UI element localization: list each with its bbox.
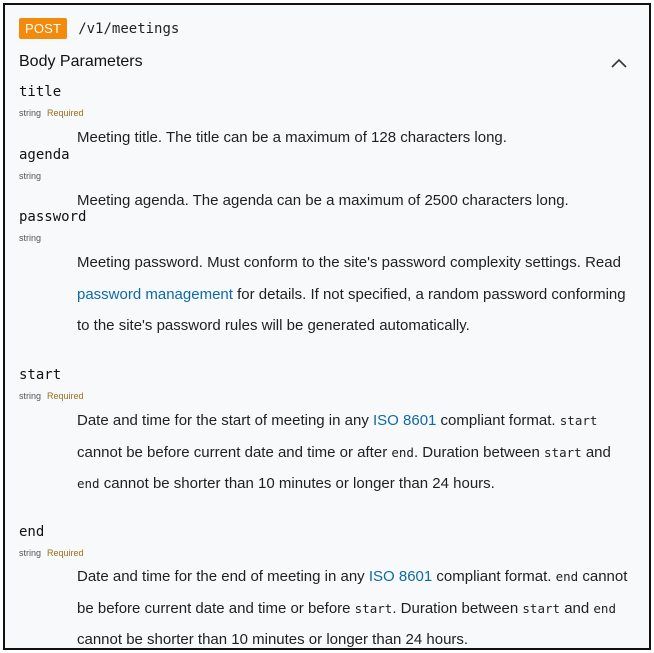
description-text: cannot be shorter than 10 minutes or longer than 24 hours. bbox=[77, 631, 469, 648]
param-description bbox=[77, 405, 637, 500]
description-text: Date and time for the end of meeting in any bbox=[77, 568, 369, 585]
param-name: start bbox=[19, 367, 62, 383]
http-method-badge: POST bbox=[19, 18, 67, 39]
required-badge: Required bbox=[47, 548, 84, 558]
param-type: string bbox=[19, 233, 42, 243]
endpoint-header bbox=[19, 18, 179, 39]
param-description bbox=[77, 247, 637, 342]
required-badge: Required bbox=[47, 391, 84, 401]
param-name: end bbox=[19, 524, 45, 540]
param-end bbox=[19, 523, 84, 559]
inline-code: start bbox=[354, 600, 393, 616]
iso-8601-link[interactable]: ISO 8601 bbox=[368, 568, 433, 585]
inline-code: end bbox=[77, 476, 100, 491]
inline-code: end bbox=[593, 600, 616, 616]
inline-code: start bbox=[559, 413, 598, 428]
param-title bbox=[19, 83, 84, 119]
description-text: for details. If not specified, a random password conforming to the site's password rules will be generated automatically. bbox=[77, 285, 626, 334]
param-description: Meeting title. The title can be a maximum of 128 characters long. bbox=[77, 129, 507, 146]
description-text: cannot be shorter than 10 minutes or longer than 24 hours. bbox=[99, 475, 495, 492]
section-title: Body Parameters bbox=[19, 53, 143, 70]
description-text: Date and time for the start of meeting in any bbox=[77, 412, 373, 429]
description-text: and bbox=[581, 443, 611, 461]
param-name: password bbox=[19, 209, 87, 225]
inline-code: start bbox=[544, 444, 582, 460]
description-text: and bbox=[560, 599, 594, 617]
description-text: . Duration between bbox=[392, 599, 523, 617]
iso-8601-link[interactable]: ISO 8601 bbox=[373, 412, 437, 429]
param-type: string bbox=[19, 171, 42, 181]
param-description: Meeting agenda. The agenda can be a maximum of 2500 characters long. bbox=[77, 192, 569, 209]
description-text: cannot be before current date and time or after bbox=[77, 443, 392, 461]
required-badge: Required bbox=[47, 108, 84, 118]
param-agenda bbox=[19, 146, 70, 182]
param-meta bbox=[19, 390, 84, 402]
description-text: Meeting password. Must conform to the site's password complexity settings. Read bbox=[77, 254, 621, 271]
param-meta bbox=[19, 170, 70, 182]
param-start bbox=[19, 366, 84, 402]
description-text: compliant format. bbox=[436, 412, 560, 429]
param-meta bbox=[19, 547, 84, 559]
param-name: agenda bbox=[19, 147, 70, 163]
param-description bbox=[77, 561, 637, 650]
password-management-link[interactable]: password management bbox=[77, 285, 233, 303]
api-reference-panel bbox=[3, 3, 651, 650]
param-meta bbox=[19, 232, 86, 244]
description-text: compliant format. bbox=[432, 568, 556, 585]
param-type: string bbox=[19, 108, 42, 118]
chevron-up-icon[interactable] bbox=[611, 58, 627, 68]
param-meta bbox=[19, 107, 84, 119]
endpoint-path: /v1/meetings bbox=[78, 20, 180, 37]
inline-code: end bbox=[391, 444, 414, 460]
description-text: cannot be before current date and time or before bbox=[77, 568, 628, 617]
inline-code: end bbox=[555, 569, 579, 584]
param-type: string bbox=[19, 548, 42, 558]
param-password bbox=[19, 208, 86, 244]
param-type: string bbox=[19, 391, 42, 401]
inline-code: start bbox=[522, 600, 561, 616]
description-text: . Duration between bbox=[413, 443, 545, 461]
param-name: title bbox=[19, 84, 62, 100]
